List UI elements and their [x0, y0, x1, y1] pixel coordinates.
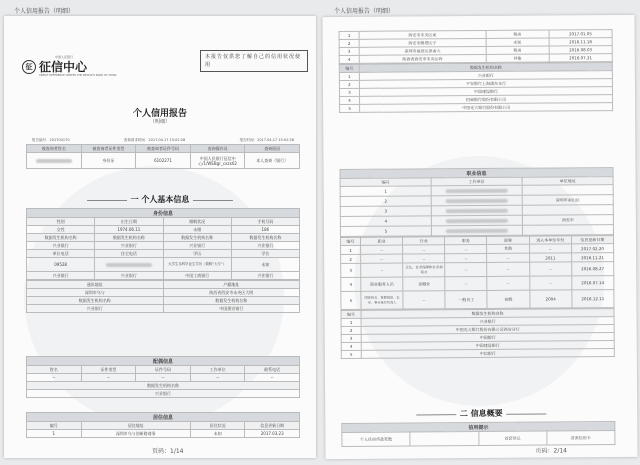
residence-header-address: 居住地址	[81, 422, 190, 430]
identity-table	[26, 208, 300, 313]
career2-header-position: 职务	[445, 236, 487, 244]
org-cell: 兴业银行	[27, 272, 95, 280]
summary-cell: 首套贷记	[478, 431, 546, 445]
identity-header-gender: 性别	[27, 218, 95, 226]
career-year: --	[529, 244, 571, 253]
career-header-address: 单位地址	[522, 177, 613, 186]
career-position: 一般员工	[445, 290, 487, 308]
page-number: 页码：2/14	[535, 447, 568, 455]
spouse-header-idno: 证件号码	[136, 366, 191, 374]
residence-continued-table	[339, 29, 614, 113]
spouse-employer: --	[190, 374, 245, 382]
page-header-right: 个人信用报告（明细）	[334, 8, 395, 15]
residence-status: 未知	[190, 430, 245, 438]
org-name: 平安银行上海浦东支行	[359, 79, 612, 89]
address-header-mail: 通讯地址	[27, 281, 164, 289]
residence-updated: 2016.08.03	[549, 46, 612, 54]
org-name: 中国光大银行股份有限公司	[360, 103, 613, 113]
report-page-2	[322, 15, 637, 459]
spouse-table	[26, 356, 300, 398]
career-org-header-name: 数据发生机构名称	[361, 309, 614, 319]
career-address: 深圳市南山区	[522, 195, 613, 206]
residence-status: 其他	[486, 54, 549, 62]
logo-sub-text: CREDIT REFERENCE CENTER THE PEOPLE'S BANK OF CHINA	[39, 74, 117, 77]
residence-updated: 2017.03.23	[245, 430, 300, 438]
unit-header-workphone: 单位电话	[27, 250, 95, 258]
logo-top-text: 中国人民银行	[55, 55, 74, 59]
org-header-name: 数据发生机构名称	[359, 63, 612, 73]
career-position: --	[445, 276, 487, 290]
report-subtitle: （明细）	[149, 119, 170, 125]
report-number: 报告编号：201704170	[32, 138, 70, 142]
career-industry: --	[403, 254, 445, 263]
row-no: 1	[340, 186, 431, 197]
page-number: 页码：1/14	[152, 448, 184, 455]
row-no: 2	[339, 80, 359, 88]
unit-header-education: 学历	[163, 250, 231, 258]
career-occupation: 国家机关、党群组织、企业、事业单位负责人	[361, 291, 403, 309]
report-time: 报告时间：2017.04.17 15:02:28	[239, 138, 294, 142]
career-occupation: --	[361, 263, 403, 277]
org-cell: 兴业银行	[231, 272, 299, 280]
org-header: 数据发生机构名称	[95, 234, 163, 242]
career-year: 2004	[529, 290, 571, 308]
residence-band: 居住信息	[27, 413, 300, 422]
row-no: 2	[340, 196, 431, 207]
career2-header-title: 职称	[487, 236, 529, 244]
org-cell: 兴业银行	[27, 242, 95, 250]
org-header: 数据发生机构名称	[27, 297, 164, 305]
residence-header-updated: 信息更新日期	[245, 422, 300, 430]
career-title: --	[487, 262, 529, 276]
residence-address: 西安市未央区凤	[359, 30, 486, 39]
spouse-header-phone: 联系电话	[245, 366, 300, 374]
career-position: --	[445, 244, 487, 253]
career-industry: --	[403, 291, 445, 309]
spouse-org-header: 数据发生机构名称	[27, 382, 300, 390]
spouse-idno: --	[136, 374, 191, 382]
career-occupation: --	[361, 254, 403, 263]
residence-status: 租房	[486, 30, 549, 38]
career-updated: 2016.12.11	[572, 290, 614, 308]
org-name: 中国光大银行股份有限公司西安分行	[361, 325, 614, 335]
org-name: 中国银行	[361, 333, 614, 343]
identity-band: 身份信息	[27, 209, 300, 218]
report-page-1	[4, 16, 316, 458]
spouse-org: 兴业银行	[27, 390, 300, 398]
row-no: 4	[340, 216, 431, 227]
section-basic-info-title: 一 个人基本信息	[4, 194, 316, 205]
row-no: 1	[341, 245, 361, 254]
residence-address: 深圳市乌与创新路商务	[81, 430, 190, 438]
unit-homephone	[95, 258, 163, 272]
career-occupation: --	[361, 245, 403, 254]
credit-center-logo	[22, 55, 117, 77]
career-updated: 2016.11.21	[571, 253, 613, 262]
report-meta	[32, 138, 294, 143]
page-header-left: 个人信用报告（明细）	[14, 8, 75, 15]
row-no: 2	[341, 326, 361, 334]
spouse-name: --	[27, 374, 82, 382]
identity-marital: 未婚	[163, 226, 231, 234]
org-cell: 中国工商银行	[163, 272, 231, 280]
org-name: 中国建设银行	[361, 341, 614, 351]
identity-dob: 1974.06.11	[95, 226, 163, 234]
org-name: 中信银行	[361, 349, 614, 359]
address-mail: 深圳市乌与	[27, 289, 164, 297]
row-no: 5	[340, 226, 431, 237]
unit-workphone: 09528	[27, 258, 95, 272]
summary-band: 信用提示	[342, 422, 615, 433]
org-name: 兴业银行	[361, 317, 614, 327]
career-position: --	[445, 253, 487, 262]
query-name	[27, 153, 82, 169]
residence-updated: 2017.01.05	[549, 30, 612, 38]
residence-updated: 2016.07.21	[549, 54, 612, 62]
career-address	[522, 205, 613, 216]
residence-address: 深圳市福田区深南大	[359, 46, 486, 55]
career-industry: 卫生、社会保障和社会福利业	[403, 263, 445, 277]
career2-header-occupation: 职业	[360, 237, 402, 245]
query-idtype: 身份证	[81, 153, 136, 169]
usage-stamp: 本报告仅供您了解自己的信用状况使用	[200, 50, 308, 72]
row-no: 4	[339, 55, 359, 63]
spouse-idtype: --	[81, 374, 136, 382]
residence-header-no: 编号	[27, 422, 82, 430]
career-employer	[431, 185, 522, 196]
career2-header-updated: 信息更新日期	[571, 236, 613, 244]
career-address	[522, 225, 613, 236]
query-header-idno: 被查询者证件号码	[136, 145, 191, 153]
residence-address: 陕西省西安市未央区尚	[359, 54, 486, 63]
career-title: 其他	[487, 244, 529, 253]
org-cell: 兴业银行	[163, 242, 231, 250]
career-year: --	[529, 276, 571, 290]
query-reason: 本人查询（银行）	[245, 153, 300, 169]
unit-header-degree: 学位	[231, 250, 299, 258]
unit-education: 大学生本科毕业生学历（简称“大专”）	[163, 258, 231, 272]
spouse-header-employer: 工作单位	[190, 366, 245, 374]
row-no: 4	[341, 277, 361, 291]
org-name: 兴业银行	[359, 71, 612, 81]
residence-header-status: 居住状况	[190, 422, 245, 430]
identity-phone: 186	[231, 226, 299, 234]
career-header-employer: 工作单位	[431, 177, 522, 186]
career-title: 初级	[487, 290, 529, 308]
career-org-header-no: 编号	[341, 310, 361, 318]
career-year: 2011	[529, 253, 571, 262]
org-name: 中国建设银行	[359, 87, 612, 97]
row-no: 3	[339, 47, 359, 55]
spouse-header-name: 姓名	[27, 366, 82, 374]
career-employer	[431, 225, 522, 236]
career-band: 职业信息	[340, 168, 613, 179]
row-no: 3	[339, 88, 359, 96]
residence-status: 租房	[486, 46, 549, 54]
org-cell: 兴业银行	[27, 305, 164, 313]
query-header-idtype: 被查询者证件类型	[81, 145, 136, 153]
report-title: 个人信用报告	[132, 109, 187, 119]
career-occupation: 商业服务人员	[361, 277, 403, 291]
query-operator: 中国人民银行征信中心/1/WEBgr_cxzx02	[190, 153, 245, 169]
org-cell: 兴业银行	[95, 242, 163, 250]
query-idno: 6102271	[136, 153, 191, 169]
career2-header-industry: 行业	[403, 237, 445, 245]
spouse-header-idtype: 证件类型	[81, 366, 136, 374]
identity-header-dob: 出生日期	[95, 218, 163, 226]
seal-icon: 征	[22, 60, 36, 74]
query-header-reason: 查询原因	[245, 145, 300, 153]
career2-header-no: 编号	[340, 237, 360, 245]
identity-gender: 女性	[27, 226, 95, 234]
spouse-phone: --	[245, 374, 300, 382]
residence-address: 西安市雁塔区宇	[359, 38, 486, 47]
query-header-name: 被查询者姓名	[27, 145, 82, 153]
summary-cell	[410, 432, 478, 446]
unit-header-homephone: 住宅电话	[95, 250, 163, 258]
career-updated: 2016.07.14	[572, 276, 614, 290]
career-updated: 2017.02.20	[571, 244, 613, 253]
row-no: 2	[341, 254, 361, 263]
unit-degree: 未知	[231, 258, 299, 272]
org-name: 招商银行股份有限公司	[360, 95, 613, 105]
address-household: 陕西省西安市未央区大明	[163, 289, 300, 297]
career-address: 西安市	[522, 215, 613, 226]
career-employer	[431, 205, 522, 216]
career-industry: 金融业	[403, 277, 445, 291]
career-position: --	[445, 262, 487, 276]
row-no: 5	[341, 291, 361, 309]
row-no: 2	[339, 39, 359, 47]
career-employer	[431, 195, 522, 206]
org-header-no: 编号	[339, 64, 359, 72]
row-no: 5	[341, 350, 361, 358]
summary-mortgage-count: 个人住房贷款笔数	[342, 432, 410, 446]
row-no: 5	[340, 104, 360, 112]
career-title: --	[487, 276, 529, 290]
residence-status: 未知	[486, 38, 549, 46]
career-title: --	[487, 253, 529, 262]
career-address	[522, 185, 613, 196]
logo-main-text: 征信中心	[39, 60, 88, 74]
row-no: 1	[339, 31, 359, 39]
org-header: 数据发生机构名称	[163, 297, 300, 305]
career-employer	[431, 215, 522, 226]
row-no: 3	[341, 334, 361, 342]
section-summary-title: 二 信息概要	[325, 407, 637, 420]
row-no: 3	[340, 206, 431, 217]
career-table	[340, 167, 615, 359]
residence-no: 1	[27, 430, 82, 438]
career-industry: --	[403, 245, 445, 254]
address-header-household: 户籍地址	[163, 281, 300, 289]
identity-header-phone: 手机号码	[231, 218, 299, 226]
career-header-no: 编号	[340, 178, 431, 187]
residence-table	[26, 412, 300, 438]
query-time: 查询请求时间：2017.04.17 15:02:28	[123, 138, 186, 142]
org-header: 数据发生机构名称	[163, 234, 231, 242]
career2-header-year: 进入本单位年份	[529, 236, 571, 244]
org-header: 数据发生机构名称	[231, 234, 299, 242]
row-no: 1	[341, 318, 361, 326]
row-no: 4	[340, 96, 360, 104]
org-header: 数据发生机构名称	[27, 234, 95, 242]
summary-cell: 首套信用卡	[547, 431, 615, 445]
career-updated: 2016.08.27	[571, 262, 613, 276]
org-cell: 兴业银行	[95, 272, 163, 280]
row-no: 4	[341, 342, 361, 350]
row-no: 1	[339, 72, 359, 80]
row-no: 3	[341, 263, 361, 277]
org-cell: 中国建设银行	[163, 305, 300, 313]
summary-table	[341, 421, 615, 447]
career-year: --	[529, 262, 571, 276]
org-cell: 兴业银行	[231, 242, 299, 250]
spouse-band: 配偶信息	[27, 357, 300, 366]
residence-updated: 2016.11.18	[549, 38, 612, 46]
query-header-operator: 查询操作员	[190, 145, 245, 153]
identity-header-marital: 婚姻状况	[163, 218, 231, 226]
query-table	[26, 144, 300, 169]
